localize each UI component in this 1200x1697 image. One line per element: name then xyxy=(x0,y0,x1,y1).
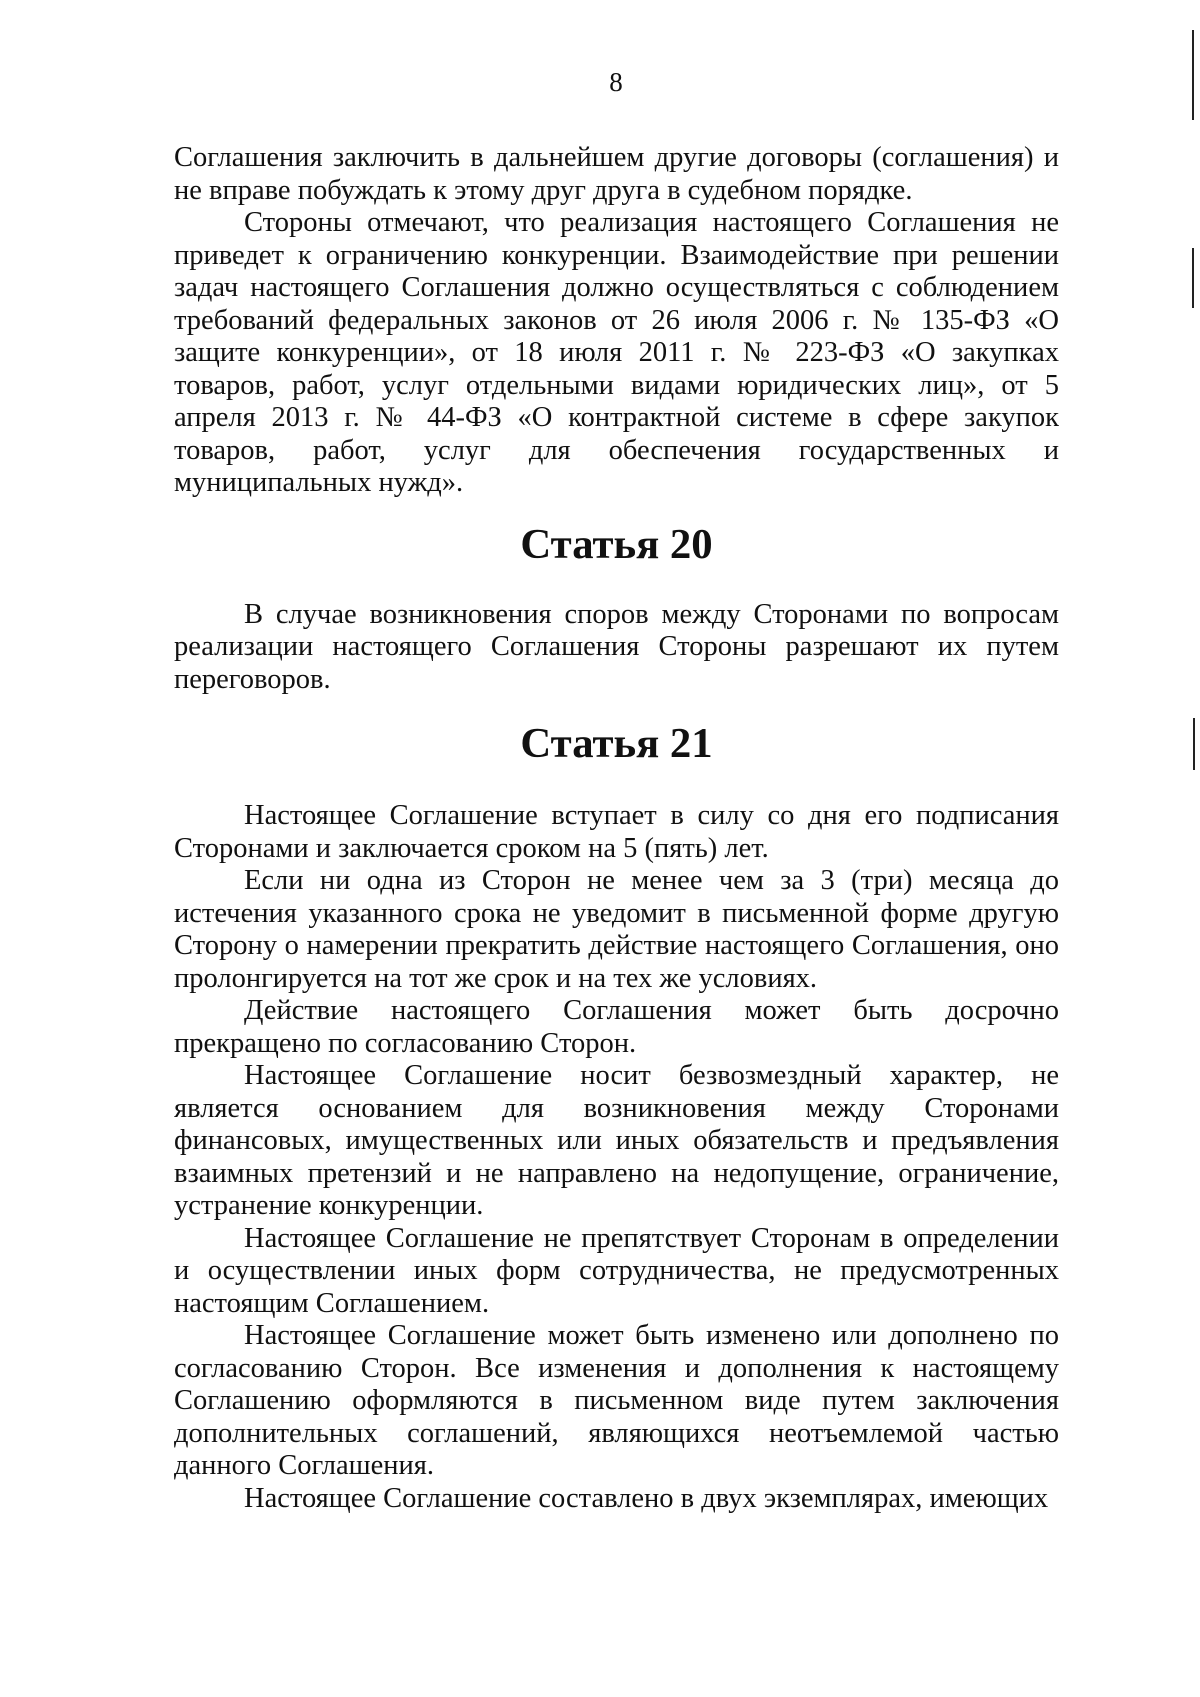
scan-edge-mark xyxy=(1192,30,1194,120)
article-21-paragraph: Настоящее Соглашение может быть изменено или дополнено по согласованию Сторон. Все изменения и дополнения к настоящему Соглашению оформляются в письменном виде путем заключения дополнительных соглашений, являющихся неотъемлемой частью данного Соглашения. xyxy=(174,1320,1059,1481)
article-20-heading: Статья 20 xyxy=(520,520,713,568)
article-21-heading: Статья 21 xyxy=(520,720,713,767)
document-body xyxy=(174,142,1059,1515)
article-20-paragraph: В случае возникновения споров между Сторонами по вопросам реализации настоящего Соглашения Стороны разрешают их путем переговоров. xyxy=(174,598,1059,695)
page-number: 8 xyxy=(609,67,623,97)
paragraph-continuation: Соглашения заключить в дальнейшем другие договоры (соглашения) и не вправе побуждать к этому друг друга в судебном порядке. xyxy=(174,142,1059,206)
paragraph-competition: Стороны отмечают, что реализация настоящего Соглашения не приведет к ограничению конкуренции. Взаимодействие при решении задач настоящего Соглашения должно осуществляться с соблюдением требований федеральных законов от 26 июля 2006 г. № 135-ФЗ «О защите конкуренции», от 18 июля 2011 г. № 223-ФЗ «О закупках товаров, работ, услуг отдельными видами юридических лиц», от 5 апреля 2013 г. № 44-ФЗ «О контрактной системе в сфере закупок товаров, работ, услуг для обеспечения государственных и муниципальных нужд». xyxy=(174,207,1059,498)
scan-edge-mark xyxy=(1192,248,1194,308)
article-21-paragraph: Настоящее Соглашение составлено в двух экземплярах, имеющих xyxy=(244,1482,1049,1514)
article-21-paragraph: Настоящее Соглашение вступает в силу со дня его подписания Сторонами и заключается сроком на 5 (пять) лет. xyxy=(174,800,1059,864)
article-21-paragraph: Настоящее Соглашение носит безвозмездный характер, не является основанием для возникновения между Сторонами финансовых, имущественных или иных обязательств и предъявления взаимных претензий и не направлено на недопущение, ограничение, устранение конкуренции. xyxy=(174,1060,1059,1221)
article-21-paragraph: Если ни одна из Сторон не менее чем за 3 (три) месяца до истечения указанного срока не уведомит в письменной форме другую Сторону о намерении прекратить действие настоящего Соглашения, оно пролонгируется на тот же срок и на тех же условиях. xyxy=(174,865,1059,994)
article-21-paragraph: Настоящее Соглашение не препятствует Сторонам в определении и осуществлении иных форм сотрудничества, не предусмотренных настоящим Соглашением. xyxy=(174,1222,1059,1319)
article-21-paragraph: Действие настоящего Соглашения может быть досрочно прекращено по согласованию Сторон. xyxy=(174,995,1059,1059)
scan-edge-mark xyxy=(1193,718,1195,770)
